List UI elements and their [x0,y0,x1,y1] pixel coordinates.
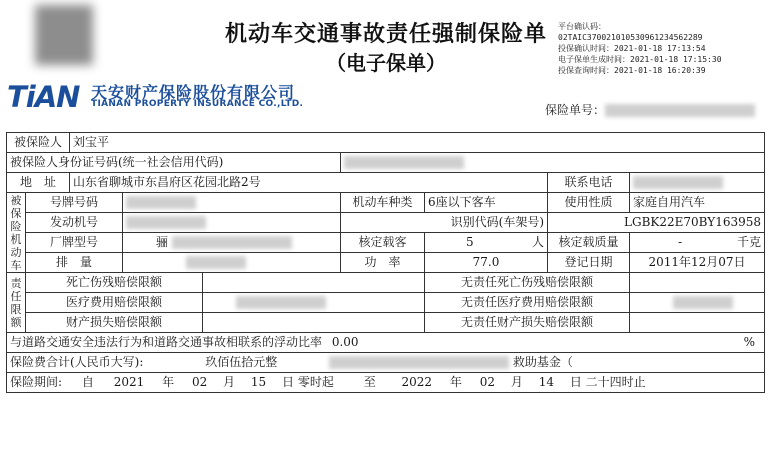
medical-limit-label: 医疗费用赔偿限额 [26,293,203,313]
address-value: 山东省聊城市东昌府区花园北路2号 [70,173,548,193]
load-value [630,233,765,253]
nf-medical-limit-value [630,293,765,313]
meta-line-3: 投保确认时间：2021-01-18 17:13:54 [558,44,706,53]
reg-date-value: 2011年12月07日 [630,253,765,273]
meta-line-2: 02TAIC370021010530961234562289 [558,33,703,42]
period-end-year: 2022 [401,375,433,389]
vin-label: 识别代码(车架号) [341,213,548,233]
redacted-phone [633,176,723,189]
redacted-premium [329,356,509,369]
redacted-model [172,236,292,249]
period-start-year: 2021 [113,375,145,389]
seats-value [425,233,548,253]
death-limit-label: 死亡伤残赔偿限额 [26,273,203,293]
policy-number-label: 保险单号： [545,103,606,117]
vehicle-section-label: 被保险机动车 [7,193,26,273]
premium-label: 保险费合计(人民币大写): [10,355,144,369]
use-label: 使用性质 [548,193,630,213]
load-label: 核定载质量 [548,233,630,253]
load-unit: 千克 [737,235,762,249]
period-day-unit-1: 日 [282,375,295,389]
seats-label: 核定载客 [341,233,425,253]
float-rate-unit: % [743,335,756,349]
model-fragment: 骊 [156,235,169,249]
period-end-month: 02 [479,375,496,389]
seats-unit: 人 [532,235,545,249]
meta-line-5: 投保查询时间：2021-01-18 16:20:39 [558,66,706,75]
seats-number: 5 [466,235,474,249]
period-month-unit-2: 月 [510,375,523,389]
period-row [7,373,765,393]
policy-table [6,132,765,393]
redacted-policy-number [605,104,755,117]
insured-name: 刘宝平 [70,133,765,153]
plate-label: 号牌号码 [26,193,123,213]
model-value [123,233,341,253]
engine-label: 发动机号 [26,213,123,233]
use-value: 家庭自用汽车 [630,193,765,213]
company-logo [7,80,307,112]
reg-date-label: 登记日期 [548,253,630,273]
property-limit-value [203,313,425,333]
nf-property-limit-value [630,313,765,333]
nf-death-limit-label: 无责任死亡伤残赔偿限额 [425,273,630,293]
company-name-cn: 天安财产保险股份有限公司 [91,83,296,102]
policy-number [545,101,755,118]
period-start-day: 15 [250,375,267,389]
engine-value [123,213,341,233]
address-label: 地 址 [7,173,70,193]
redacted-id [344,156,464,169]
meta-line-1: 平台确认码： [558,22,606,31]
id-number-label: 被保险人身份证号码(统一社会信用代码) [7,153,341,173]
period-day-unit-2: 日 [569,375,582,389]
redacted-displacement [186,256,246,269]
logo-mark: TiAN [7,80,80,114]
displacement-label: 排 量 [26,253,123,273]
medical-limit-value [203,293,425,313]
power-value: 77.0 [425,253,548,273]
redacted-nf-limits [673,296,733,309]
phone-value [630,173,765,193]
redacted-limits [236,296,326,309]
period-end-time: 二十四时止 [585,375,646,389]
vehicle-type-label: 机动车种类 [341,193,425,213]
nf-property-limit-label: 无责任财产损失赔偿限额 [425,313,630,333]
period-to: 至 [363,375,376,389]
vin-value: LGBK22E70BY163958 [548,213,765,233]
id-number-value [341,153,765,173]
document-subtitle: （电子保单） [326,51,446,75]
death-limit-value [203,273,425,293]
phone-label: 联系电话 [548,173,630,193]
float-rate-value: 0.00 [331,335,359,349]
premium-words: 玖佰伍拾元整 [205,355,278,369]
document-title: 机动车交通事故责任强制保险单 [224,21,547,47]
float-rate-label: 与道路交通安全违法行为和道路交通事故相联系的浮动比率 [10,335,323,349]
period-start-time: 零时起 [297,375,334,389]
displacement-value [123,253,341,273]
company-name-en: TIANAN PROPERTY INSURANCE CO.,LTD. [91,99,304,109]
period-year-unit-2: 年 [449,375,462,389]
nf-medical-limit-label: 无责任医疗费用赔偿限额 [425,293,630,313]
property-limit-label: 财产损失赔偿限额 [26,313,203,333]
period-start-month: 02 [191,375,208,389]
model-label: 厂牌型号 [26,233,123,253]
period-from: 自 [81,375,94,389]
insured-label: 被保险人 [7,133,70,153]
vehicle-type-value: 6座以下客车 [425,193,548,213]
power-label: 功 率 [341,253,425,273]
meta-line-4: 电子保单生成时间：2021-01-18 17:15:30 [558,55,722,64]
period-year-unit-1: 年 [162,375,175,389]
fund-fragment: 救助基金（ [512,355,573,369]
plate-value [123,193,341,213]
load-number: - [678,235,683,249]
redacted-engine [126,216,206,229]
float-rate-row [7,333,765,353]
nf-death-limit-value [630,273,765,293]
limits-section-label: 责任限额 [7,273,26,333]
period-month-unit-1: 月 [223,375,236,389]
redacted-plate [126,196,196,209]
premium-row [7,353,765,373]
period-end-day: 14 [538,375,554,389]
period-label: 保险期间: [10,375,63,389]
